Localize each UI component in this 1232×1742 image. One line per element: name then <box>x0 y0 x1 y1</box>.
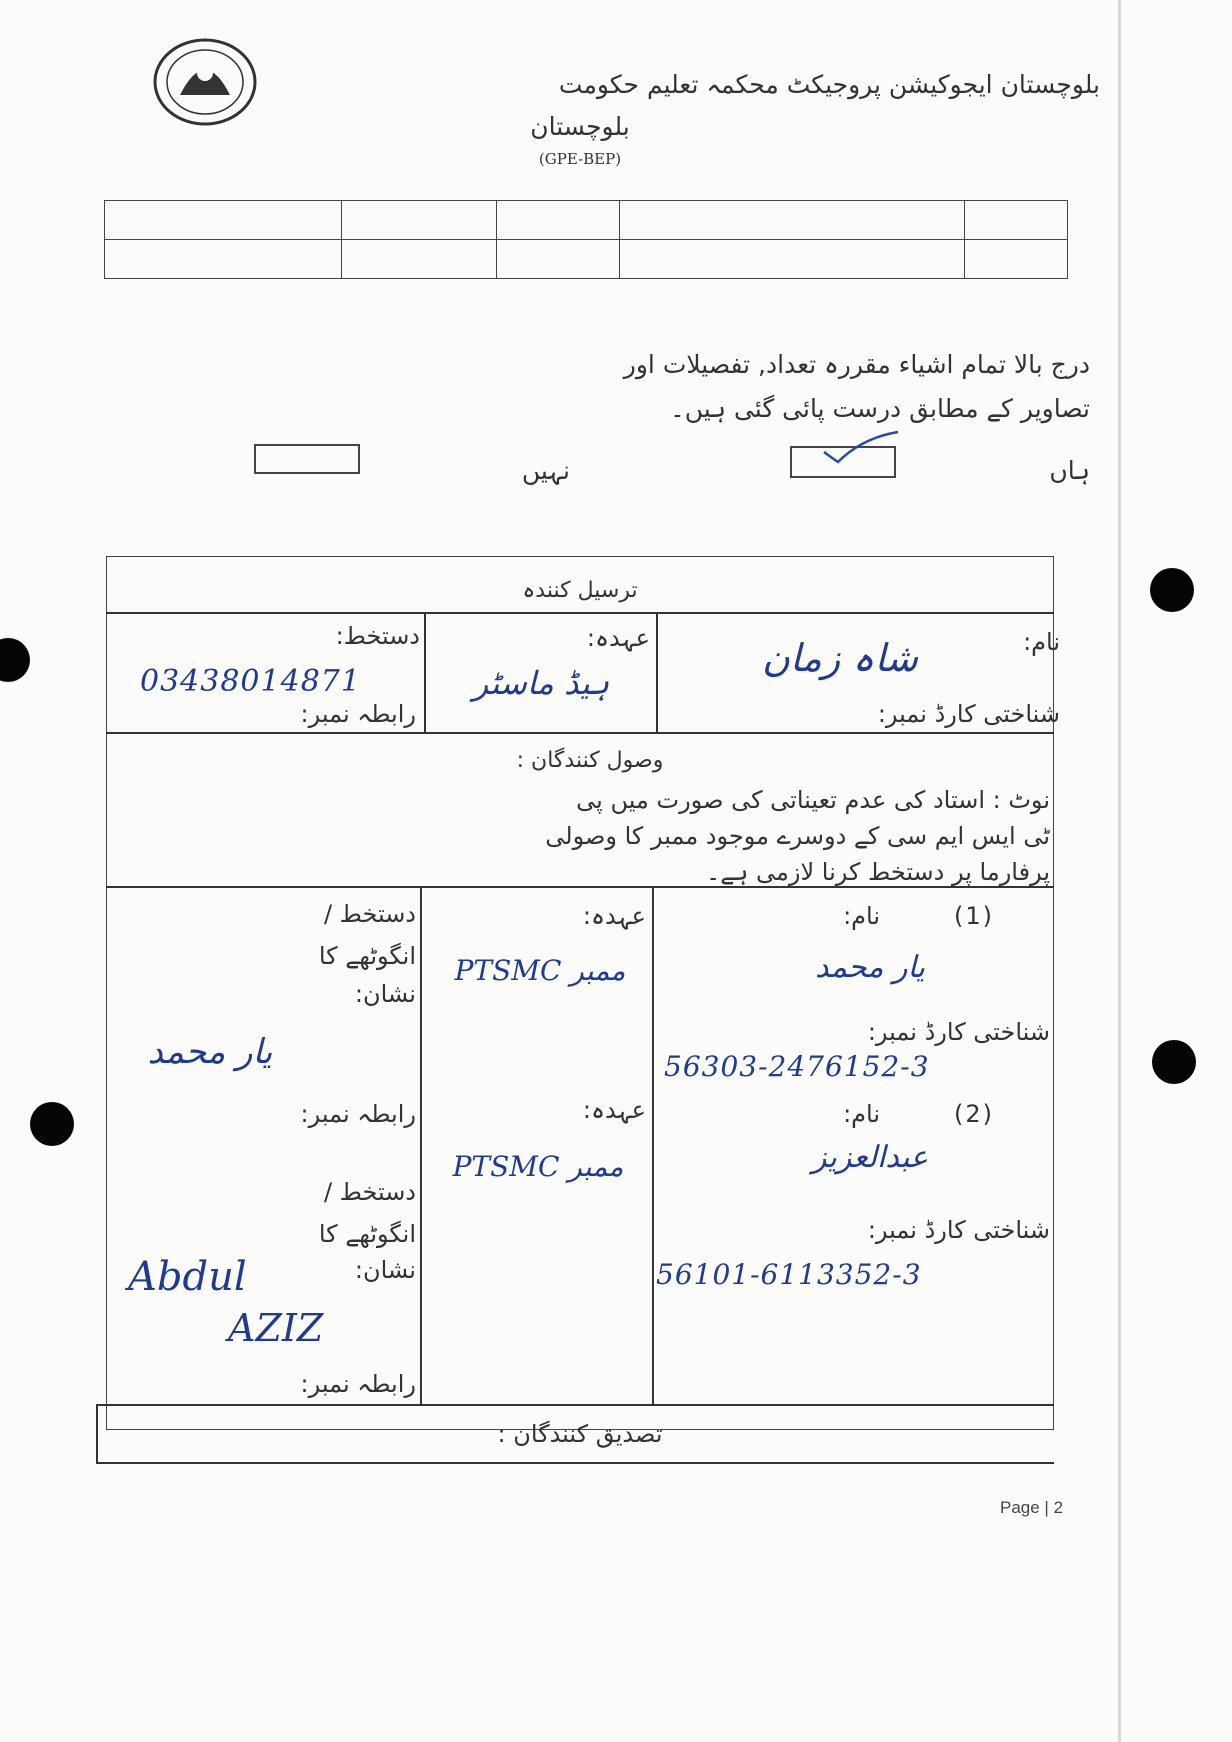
table-cell <box>497 201 620 240</box>
sender-signature-label: دستخط: <box>335 622 420 650</box>
sender-cnic-label: شناختی کارڈ نمبر: <box>877 700 1060 728</box>
note-line3: پرفارما پر دستخط کرنا لازمی ہے۔ <box>706 858 1050 886</box>
punch-hole-right-top <box>1150 568 1194 612</box>
member2-signature-line1: Abdul <box>128 1254 247 1300</box>
punch-hole-left-top <box>0 638 30 682</box>
table-cell <box>105 240 342 279</box>
member2-signature-line2: AZIZ <box>228 1306 324 1350</box>
sender-designation-value: ہیڈ ماسٹر <box>472 664 610 702</box>
sender-phone-label: رابطہ نمبر: <box>300 700 416 728</box>
page-number: Page | 2 <box>1000 1498 1064 1517</box>
member2-sign-label-1: دستخط / <box>323 1178 416 1206</box>
yes-checkbox[interactable] <box>790 446 896 478</box>
divider <box>96 1404 1054 1406</box>
table-cell <box>620 201 965 240</box>
receivers-header: وصول کنندگان : <box>516 748 664 773</box>
header-title-line2: بلوچستان <box>530 112 630 141</box>
member1-cnic-value: 56303-2476152-3 <box>664 1050 930 1083</box>
member1-cnic-label: شناختی کارڈ نمبر: <box>867 1018 1050 1046</box>
member2-designation-value: PTSMC ممبر <box>452 1150 624 1183</box>
member2-phone-label: رابطہ نمبر: <box>300 1370 416 1398</box>
note-line2: ٹی ایس ایم سی کے دوسرے موجود ممبر کا وصولی <box>545 822 1050 850</box>
member1-name-value: یار محمد <box>814 950 926 985</box>
statement-line2: تصاویر کے مطابق درست پائی گئی ہیں۔ <box>670 394 1090 423</box>
yes-label: ہاں <box>1049 456 1090 485</box>
member1-sign-label-3: نشان: <box>354 980 416 1008</box>
table-row <box>105 240 1068 279</box>
member1-index: (1) <box>954 902 994 930</box>
member2-cnic-label: شناختی کارڈ نمبر: <box>867 1216 1050 1244</box>
member2-sign-label-2: انگوٹھے کا <box>318 1220 416 1248</box>
divider <box>420 886 422 1404</box>
table-cell <box>342 201 497 240</box>
divider <box>424 612 426 732</box>
no-checkbox[interactable] <box>254 444 360 474</box>
member2-name-label: نام: <box>843 1100 880 1128</box>
divider <box>106 612 1054 614</box>
divider <box>106 886 1054 888</box>
sender-phone-value: 03438014871 <box>140 664 361 699</box>
sender-designation-label: عہدہ: <box>586 624 650 652</box>
member2-cnic-value: 56101-6113352-3 <box>656 1258 922 1291</box>
member1-name-label: نام: <box>843 902 880 930</box>
member2-designation-label: عہدہ: <box>582 1096 646 1124</box>
punch-hole-left-bottom <box>30 1102 74 1146</box>
note-line1: نوٹ : استاد کی عدم تعیناتی کی صورت میں پی <box>576 786 1050 814</box>
checkmark-icon <box>822 428 902 468</box>
member1-sign-label-2: انگوٹھے کا <box>318 942 416 970</box>
table-cell <box>105 201 342 240</box>
member1-sign-label-1: دستخط / <box>323 900 416 928</box>
divider <box>656 612 658 732</box>
table-cell <box>497 240 620 279</box>
table-cell <box>965 201 1068 240</box>
member2-index: (2) <box>954 1100 994 1128</box>
statement-line1: درج بالا تمام اشیاء مقررہ تعداد, تفصیلات اور <box>623 350 1090 379</box>
punch-hole-right-bottom <box>1152 1040 1196 1084</box>
page-edge-shadow <box>1118 0 1121 1742</box>
header-title-line1: بلوچستان ایجوکیشن پروجیکٹ محکمہ تعلیم حکومت <box>558 70 1100 99</box>
divider <box>106 732 1054 734</box>
logo-seal <box>150 35 260 130</box>
table-cell <box>342 240 497 279</box>
member1-designation-label: عہدہ: <box>582 902 646 930</box>
no-label: نہیں <box>521 456 570 485</box>
divider <box>96 1462 1054 1464</box>
divider <box>96 1404 98 1464</box>
sender-name-label: نام: <box>1023 628 1060 656</box>
table-row <box>105 201 1068 240</box>
items-table <box>104 200 1068 279</box>
member2-name-value: عبدالعزیز <box>811 1140 929 1175</box>
sender-header: ترسیل کنندہ <box>522 578 638 603</box>
table-cell <box>965 240 1068 279</box>
member2-sign-label-3: نشان: <box>354 1256 416 1284</box>
member1-signature: یار محمد <box>147 1032 273 1072</box>
verification-header: تصدیق کنندگان : <box>497 1420 663 1448</box>
member1-designation-value: PTSMC ممبر <box>454 954 626 987</box>
member1-phone-label: رابطہ نمبر: <box>300 1100 416 1128</box>
divider <box>652 886 654 1404</box>
sender-name-value: شاہ زمان <box>762 636 918 680</box>
header-acronym: (GPE-BEP) <box>538 150 622 168</box>
table-cell <box>620 240 965 279</box>
